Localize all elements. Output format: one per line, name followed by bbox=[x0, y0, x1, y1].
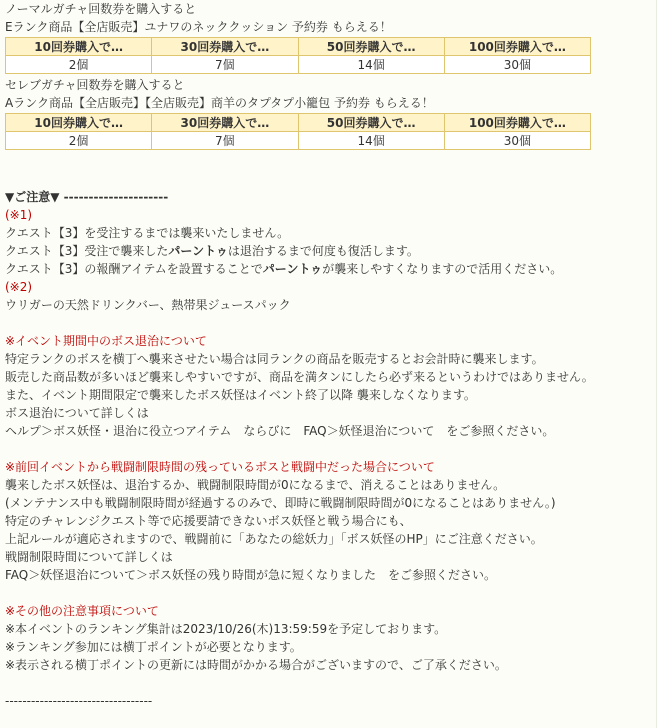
spacer bbox=[5, 314, 653, 332]
notice-heading bbox=[5, 188, 653, 206]
table-header-cell: 30回券購入で… bbox=[152, 38, 298, 56]
table-header-cell: 10回券購入で… bbox=[6, 38, 152, 56]
note2-mark: (※2) bbox=[5, 280, 33, 294]
normal-gacha-line2: Eランク商品【全店販売】ユナワのネッククッション 予約券 もらえる！ bbox=[5, 20, 392, 34]
other-line: ※表示される横丁ポイントの更新には時間がかかる場合がございますので、ご了承ください。 bbox=[5, 658, 507, 672]
boss-previous-line: FAQ＞妖怪退治について＞ボス妖怪の残り時間が急に短くなりました をご参照ください。 bbox=[5, 568, 497, 582]
table-header-cell: 30回券購入で… bbox=[152, 114, 298, 132]
table-header-cell: 100回券購入で… bbox=[444, 114, 590, 132]
boss-during-heading: ※イベント期間中のボス退治について bbox=[5, 334, 207, 348]
spacer bbox=[5, 674, 653, 692]
note1-line3-a: クエスト【3】の報酬アイテムを設置することで bbox=[5, 262, 263, 276]
table-header-row bbox=[6, 114, 591, 132]
table-cell: 30個 bbox=[444, 132, 590, 150]
other-line: ※ランキング参加には横丁ポイントが必要となります。 bbox=[5, 640, 302, 654]
normal-gacha-line1: ノーマルガチャ回数券を購入すると bbox=[5, 2, 197, 16]
table-cell: 14個 bbox=[298, 56, 444, 74]
other-heading: ※その他の注意事項について bbox=[5, 604, 159, 618]
note1-line2-c: は退治するまで何度も復活します。 bbox=[227, 244, 419, 258]
spacer bbox=[5, 440, 653, 458]
boss-previous-line: 特定のチャレンジクエスト等で応援要請できないボス妖怪と戦う場合にも、 bbox=[5, 514, 412, 528]
boss-during-line: ヘルプ＞ボス妖怪・退治に役立つアイテム ならびに FAQ＞妖怪退治について をご参照ください。 bbox=[5, 424, 555, 438]
table-header-cell: 50回券購入で… bbox=[298, 38, 444, 56]
boss-during-line: 特定ランクのボスを横丁へ襲来させたい場合は同ランクの商品を販売するとお会計時に襲来します。 bbox=[5, 352, 544, 366]
note1-line3-boss: パーントゥ bbox=[262, 262, 323, 276]
table-cell: 7個 bbox=[152, 132, 298, 150]
boss-during-line: 販売した商品数が多いほど襲来しやすいですが、商品を満タンにしたら必ず来るというわけではありません。 bbox=[5, 370, 594, 384]
table-header-cell: 50回券購入で… bbox=[298, 114, 444, 132]
table-cell: 14個 bbox=[298, 132, 444, 150]
table-cell: 2個 bbox=[6, 132, 152, 150]
note1-line2 bbox=[5, 242, 653, 260]
boss-previous-line: 襲来したボス妖怪は、退治するか、戦闘制限時間が0になるまで、消えることはありません。 bbox=[5, 478, 506, 492]
normal-gacha-table bbox=[5, 37, 591, 74]
table-header-row bbox=[6, 38, 591, 56]
spacer bbox=[5, 170, 653, 188]
table-cell: 7個 bbox=[152, 56, 298, 74]
boss-previous-line: 上記ルールが適応されますので、戦闘前に「あなたの総妖力」「ボス妖怪のHP」にご注意ください。 bbox=[5, 532, 543, 546]
table-row bbox=[6, 132, 591, 150]
table-row bbox=[6, 56, 591, 74]
boss-during-line: ボス退治について詳しくは bbox=[5, 406, 149, 420]
note1-line3 bbox=[5, 260, 653, 278]
celeb-gacha-line2: Aランク商品【全店販売】【全店販売】商羊のタプタプ小籠包 予約券 もらえる！ bbox=[5, 96, 434, 110]
celeb-gacha-line1: セレブガチャ回数券を購入すると bbox=[5, 78, 185, 92]
boss-previous-heading: ※前回イベントから戦闘制限時間の残っているボスと戦闘中だった場合について bbox=[5, 460, 435, 474]
table-cell: 30個 bbox=[444, 56, 590, 74]
footer-rule: ---------------------------------- bbox=[5, 694, 153, 708]
note1-line1: クエスト【3】を受注するまでは襲来いたしません。 bbox=[5, 226, 290, 240]
spacer bbox=[5, 584, 653, 602]
note1-line3-c: が襲来しやすくなりますので活用ください。 bbox=[322, 262, 563, 276]
note1-mark: (※1) bbox=[5, 208, 33, 222]
table-header-cell: 10回券購入で… bbox=[6, 114, 152, 132]
boss-during-line: また、イベント期間限定で襲来したボス妖怪はイベント終了以降 襲来しなくなります。 bbox=[5, 388, 476, 402]
notice-heading-text: ▼ご注意▼ --------------------- bbox=[5, 190, 169, 204]
boss-previous-line: 戦闘制限時間について詳しくは bbox=[5, 550, 173, 564]
spacer bbox=[5, 152, 653, 170]
table-header-cell: 100回券購入で… bbox=[444, 38, 590, 56]
table-cell: 2個 bbox=[6, 56, 152, 74]
other-line: ※本イベントのランキング集計は2023/10/26(木)13:59:59を予定しております。 bbox=[5, 622, 447, 636]
note1-line2-a: クエスト【3】受注で襲来した bbox=[5, 244, 169, 258]
celeb-gacha-table bbox=[5, 113, 591, 150]
boss-previous-line: (メンテナンス中も戦闘制限時間が経過するのみで、即時に戦闘制限時間が0になることはありません。) bbox=[5, 496, 556, 510]
note1-line2-boss: パーントゥ bbox=[168, 244, 228, 258]
content bbox=[5, 0, 653, 710]
note2-line1: ウリガーの天然ドリンクバー、熱帯果ジュースパック bbox=[5, 298, 291, 312]
